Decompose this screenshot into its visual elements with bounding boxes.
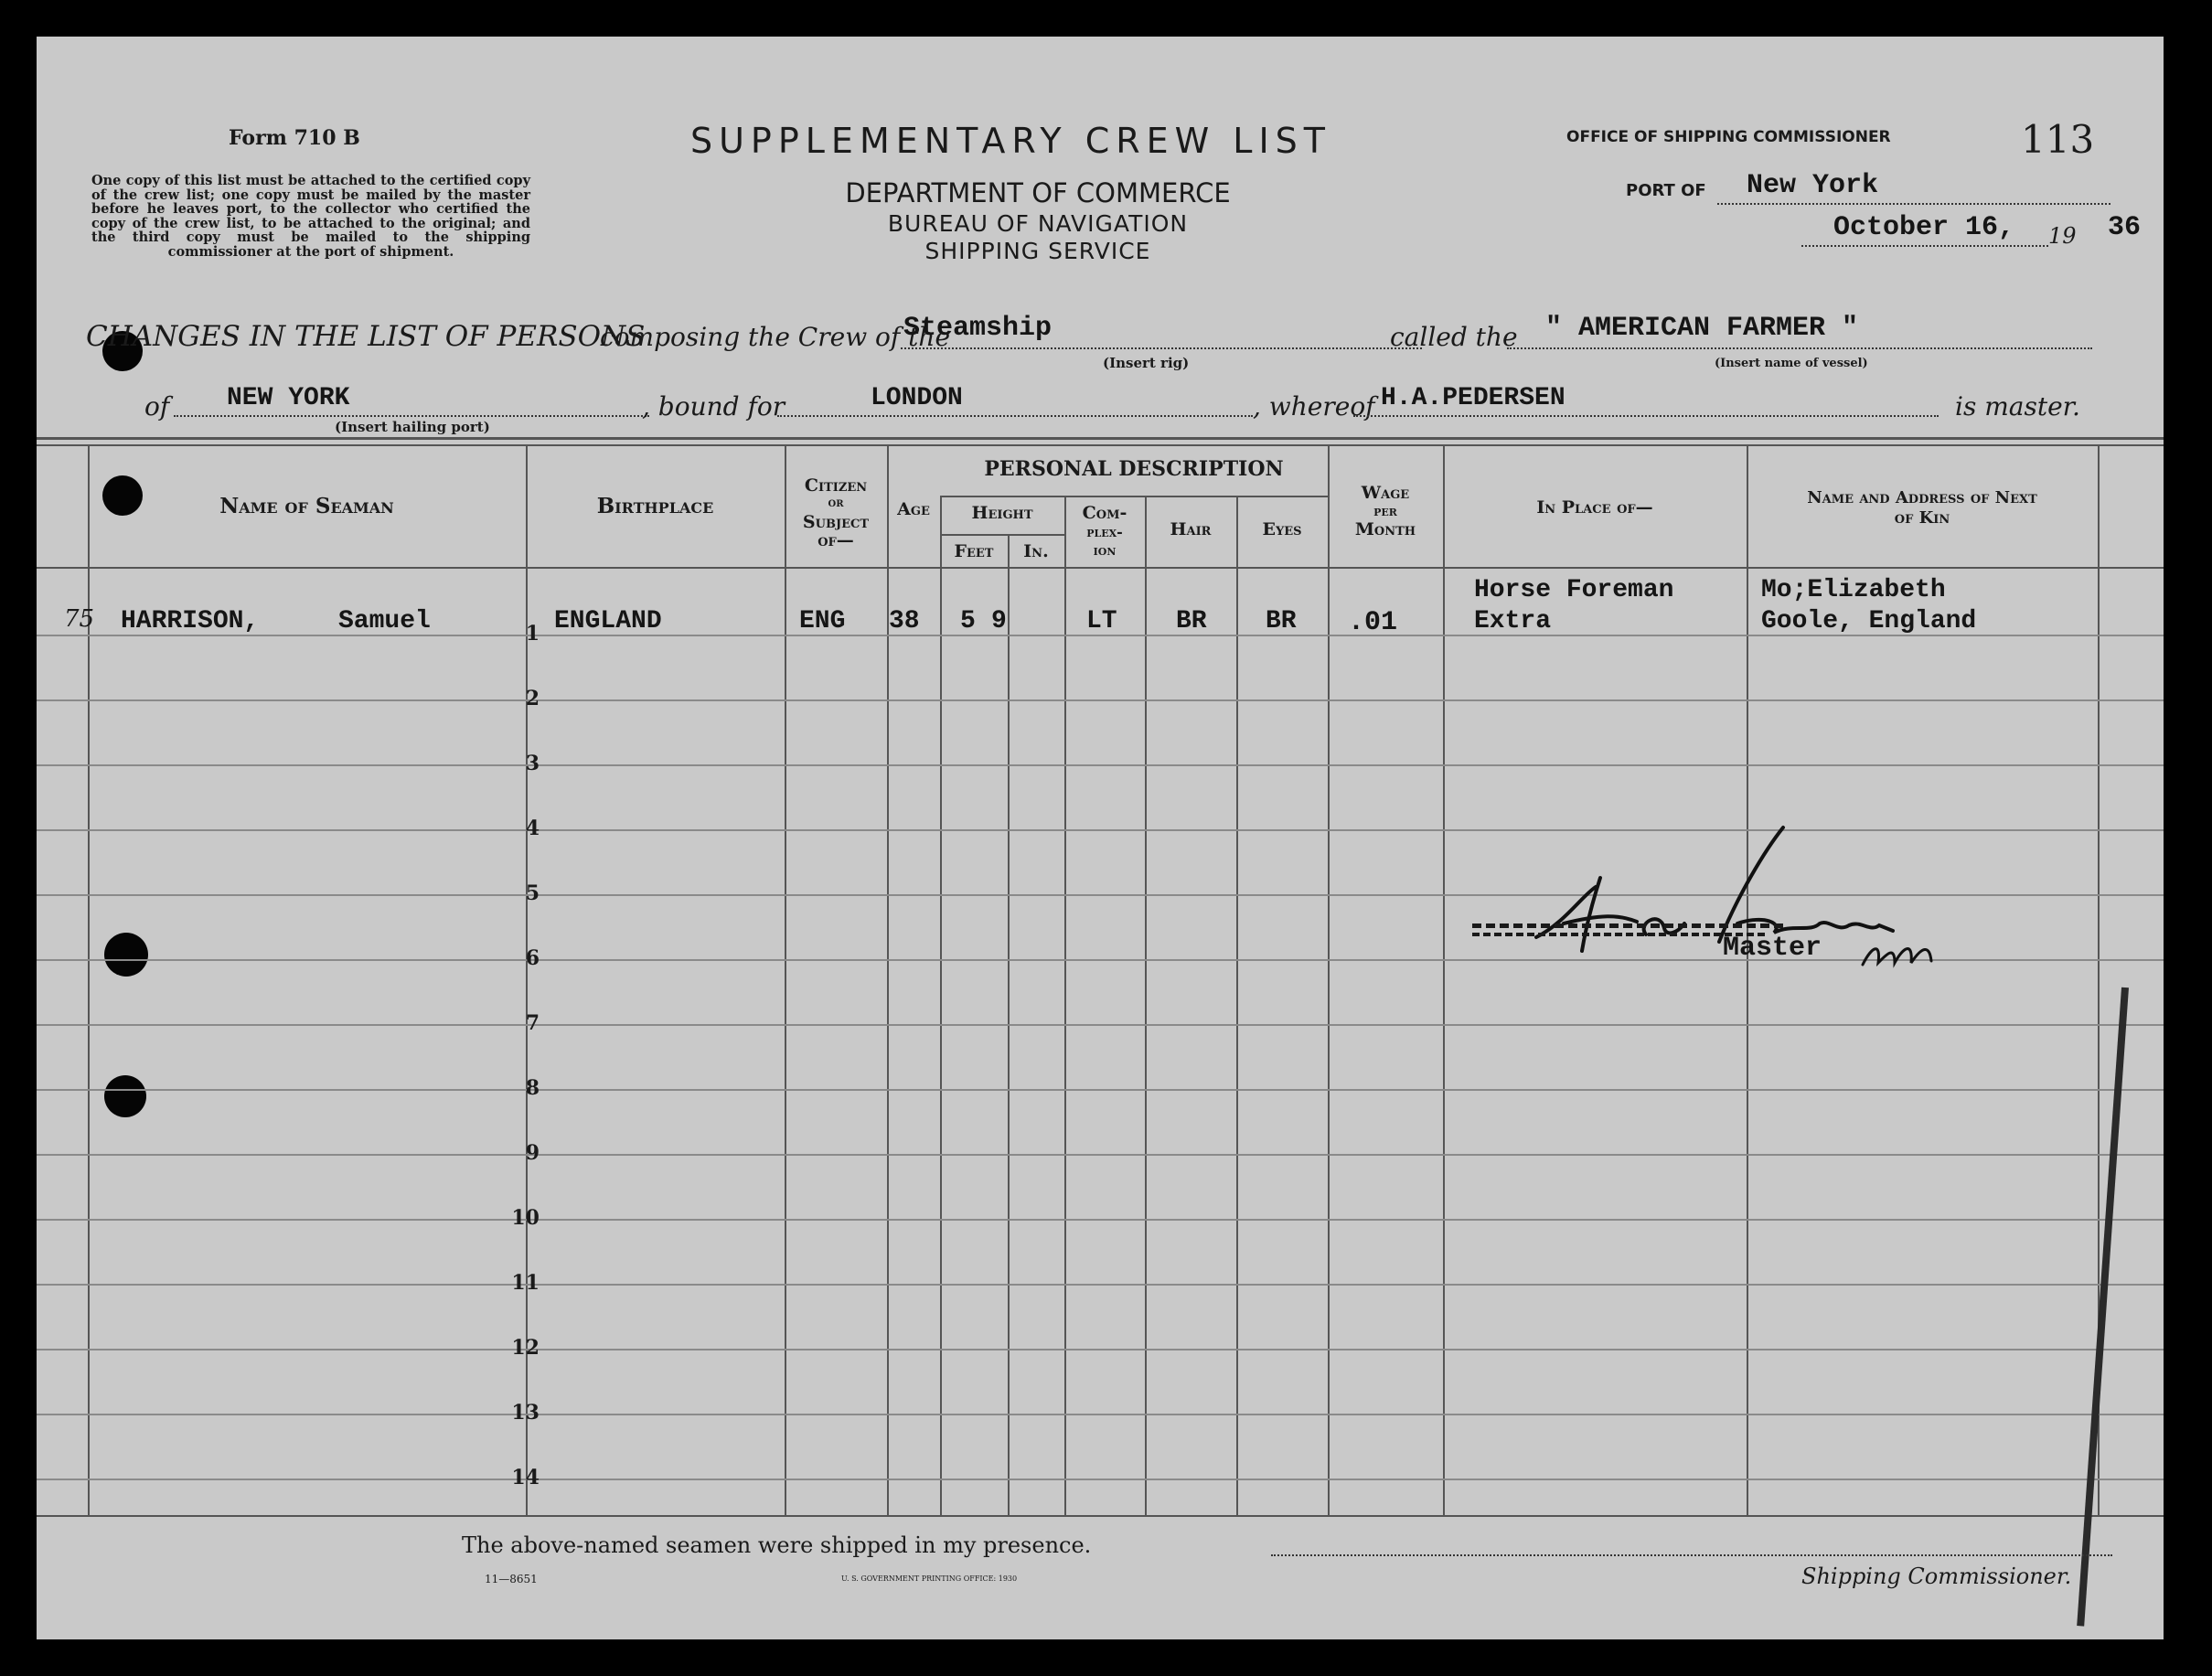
- service-name: SHIPPING SERVICE: [924, 238, 1151, 264]
- department-name: DEPARTMENT OF COMMERCE: [845, 177, 1231, 208]
- bound-value: LONDON: [871, 384, 963, 412]
- changes-label: CHANGES IN THE LIST OF PERSONS: [86, 320, 646, 353]
- col-inches: In.: [1023, 541, 1049, 561]
- form-instructions: One copy of this list must be attached to the certified copy of the crew list; one copy must be mailed by the master before he leaves port, to the collector who certified the copy of the crew list, to be attached to the original; and the third copy must be mailed to the shipping commissioner at the port of shipment.: [91, 173, 530, 260]
- row-number: 4: [525, 817, 540, 840]
- col-name-of-seaman: Name of Seaman: [219, 494, 394, 518]
- bound-label: , bound for: [642, 391, 785, 422]
- margin-mark: 75: [64, 605, 95, 633]
- col-hair: Hair: [1170, 519, 1212, 539]
- vessel-hint: (Insert name of vessel): [1715, 357, 1868, 370]
- shipping-commissioner-label: Shipping Commissioner.: [1801, 1564, 2072, 1589]
- printer-line: U. S. GOVERNMENT PRINTING OFFICE: 1930: [841, 1575, 1018, 1583]
- col-height: Height: [971, 503, 1033, 523]
- vessel-value: " AMERICAN FARMER ": [1545, 313, 1859, 344]
- punch-hole: [104, 1075, 146, 1117]
- form-number: Form 710 B: [229, 126, 360, 150]
- col-in-place-of: In Place of—: [1536, 497, 1653, 518]
- col-wage-3: Month: [1354, 519, 1416, 539]
- form-code: 11—8651: [485, 1573, 538, 1585]
- next-of-kin-line-1: Mo;Elizabeth: [1761, 576, 1946, 604]
- called-label: called the: [1390, 322, 1518, 352]
- date-value: October 16,: [1833, 212, 2015, 243]
- crew-list-sheet: [37, 37, 2164, 1639]
- seaman-height-inches: 9: [991, 607, 1007, 635]
- master-initials: [1858, 928, 1940, 974]
- page-number: 113: [2021, 117, 2095, 162]
- row-number: 10: [511, 1206, 540, 1230]
- col-age: Age: [897, 499, 930, 519]
- col-personal-description: PERSONAL DESCRIPTION: [984, 457, 1284, 481]
- row-number: 9: [525, 1141, 540, 1165]
- page-title: SUPPLEMENTARY CREW LIST: [690, 121, 1331, 161]
- struck-line: [1472, 923, 1783, 928]
- row-number: 6: [525, 946, 540, 970]
- whereof-label: , whereof: [1253, 391, 1375, 422]
- hailing-port-value: NEW YORK: [227, 384, 350, 412]
- office-label: OFFICE OF SHIPPING COMMISSIONER: [1566, 128, 1891, 146]
- in-place-of-line-1: Horse Foreman: [1474, 576, 1674, 604]
- col-complexion-1: Com-: [1082, 503, 1127, 523]
- composing-label: composing the Crew of the: [600, 322, 951, 352]
- master-value: H.A.PEDERSEN: [1381, 384, 1565, 412]
- seaman-complexion: LT: [1086, 607, 1117, 635]
- col-eyes: Eyes: [1262, 519, 1302, 539]
- seaman-given-name: Samuel: [338, 607, 431, 635]
- seaman-height-feet: 5: [960, 607, 976, 635]
- col-next-of-kin-1: Name and Address of Next: [1807, 488, 2037, 507]
- seaman-age: 38: [889, 607, 920, 635]
- row-number: 12: [511, 1336, 540, 1360]
- master-word: Master: [1723, 933, 1822, 964]
- row-number: 7: [525, 1011, 540, 1035]
- col-feet: Feet: [954, 541, 994, 561]
- col-wage-2: per: [1373, 503, 1397, 519]
- col-citizen-2: or: [828, 496, 844, 510]
- footer-statement: The above-named seamen were shipped in my presence.: [462, 1532, 1092, 1558]
- col-citizen-1: Citizen: [804, 475, 868, 496]
- col-complexion-2: plex-: [1086, 523, 1123, 540]
- year-value: 36: [2108, 212, 2142, 243]
- row-number: 5: [525, 881, 540, 905]
- col-citizen-4: of—: [817, 530, 854, 550]
- port-label: PORT OF: [1626, 181, 1706, 200]
- row-number: 3: [525, 752, 540, 775]
- seaman-hair: BR: [1176, 607, 1207, 635]
- row-number: 13: [511, 1401, 540, 1425]
- seaman-birthplace: ENGLAND: [554, 607, 662, 635]
- bureau-name: BUREAU OF NAVIGATION: [887, 210, 1189, 237]
- in-place-of-line-2: Extra: [1474, 607, 1552, 635]
- seaman-surname: HARRISON,: [121, 607, 260, 635]
- is-master-label: is master.: [1955, 391, 2080, 422]
- hailing-port-hint: (Insert hailing port): [335, 419, 490, 435]
- punch-hole: [104, 933, 148, 977]
- seaman-eyes: BR: [1266, 607, 1297, 635]
- of-label: of: [144, 391, 170, 422]
- port-value: New York: [1747, 170, 1879, 201]
- struck-line: [1472, 933, 1765, 936]
- row-number: 2: [525, 687, 540, 710]
- next-of-kin-line-2: Goole, England: [1761, 607, 1977, 635]
- seaman-wage: .01: [1348, 607, 1398, 638]
- row-number: 14: [511, 1466, 540, 1489]
- year-prefix: 19: [2048, 223, 2077, 249]
- row-number: 11: [511, 1271, 540, 1295]
- row-number: 1: [525, 622, 540, 646]
- rig-hint: (Insert rig): [1103, 355, 1190, 371]
- col-wage-1: Wage: [1361, 483, 1410, 503]
- col-birthplace: Birthplace: [596, 494, 714, 518]
- edge-mark: [2077, 987, 2129, 1627]
- col-complexion-3: ion: [1093, 541, 1117, 559]
- rig-value: Steamship: [903, 313, 1053, 344]
- seaman-citizenship: ENG: [799, 607, 846, 635]
- col-citizen-3: Subject: [802, 512, 870, 532]
- row-number: 8: [525, 1076, 540, 1100]
- col-next-of-kin-2: of Kin: [1894, 508, 1950, 528]
